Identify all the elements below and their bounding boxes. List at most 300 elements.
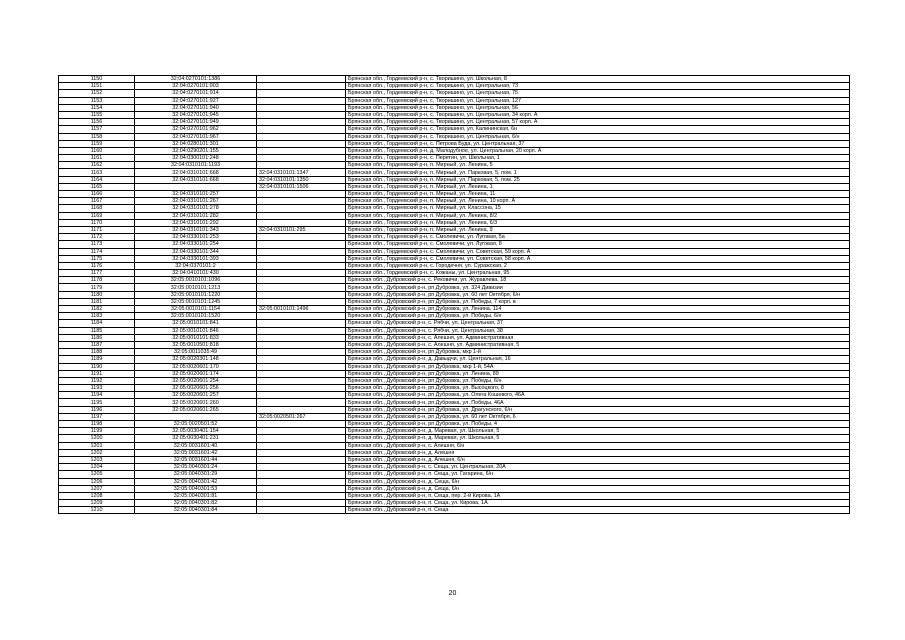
cadastral-number-cell: 32:04:0270101:940 — [135, 104, 257, 111]
parent-cadastral-number-cell: 32:04:0310101:1347 — [257, 169, 346, 176]
table-row — [59, 219, 850, 226]
address-cell: Брянская обл., Дубровский р-н, рп Дубровка, ул. Победы, 7 корп. в — [346, 298, 850, 305]
table-row — [59, 111, 850, 118]
cadastral-number-cell: 32:05:0030401:231 — [135, 435, 257, 442]
cadastral-number-cell: 32:05:0020601:257 — [135, 392, 257, 399]
table-row — [59, 262, 850, 269]
parent-cadastral-number-cell — [257, 198, 346, 205]
table-row — [59, 176, 850, 183]
cadastral-number-cell: 32:04:0270101:962 — [135, 126, 257, 133]
row-number-cell: 1198 — [59, 421, 135, 428]
address-cell: Брянская обл., Дубровский р-н, д. Алешня, 6/н — [346, 456, 850, 463]
row-number-cell: 1191 — [59, 370, 135, 377]
cadastral-number-cell: 32:05:0031601:42 — [135, 449, 257, 456]
table-row — [59, 155, 850, 162]
cadastral-number-cell: 32:05:0010101:1096 — [135, 277, 257, 284]
address-cell: Брянская обл., Гордеевский р-н, п. Мирный, ул. Ленина, 1 — [346, 183, 850, 190]
row-number-cell: 1164 — [59, 176, 135, 183]
row-number-cell: 1181 — [59, 298, 135, 305]
address-cell: Брянская обл., Гордеевский р-н, с. Смолевичи, ул. Советская, 58 корп. А — [346, 255, 850, 262]
row-number-cell: 1176 — [59, 262, 135, 269]
cadastral-number-cell: 32:04:0330101:254 — [135, 241, 257, 248]
table-row — [59, 133, 850, 140]
table-row — [59, 234, 850, 241]
address-cell: Брянская обл., Дубровский р-н, с. Алешня, ул. Административная — [346, 334, 850, 341]
parent-cadastral-number-cell — [257, 284, 346, 291]
table-row — [59, 471, 850, 478]
address-cell: Брянская обл., Дубровский р-н, рп Дубровка, ул. Ленина, 89 — [346, 370, 850, 377]
address-cell: Брянская обл., Гордеевский р-н, с. Творишино, ул. Центральная, 34 корп. А — [346, 111, 850, 118]
table-row — [59, 320, 850, 327]
row-number-cell: 1199 — [59, 428, 135, 435]
cadastral-number-cell: 32:05:0010101:1213 — [135, 284, 257, 291]
table-row — [59, 198, 850, 205]
parent-cadastral-number-cell — [257, 212, 346, 219]
table-row — [59, 478, 850, 485]
address-cell: Брянская обл., Дубровский р-н, с. Рябчи, ул. Центральная, 37 — [346, 320, 850, 327]
cadastral-number-cell: 32:05:0010101:1245 — [135, 298, 257, 305]
cadastral-number-cell: 32:05:0020601:256 — [135, 385, 257, 392]
cadastral-registry-table — [58, 75, 850, 514]
parent-cadastral-number-cell — [257, 500, 346, 507]
parent-cadastral-number-cell — [257, 449, 346, 456]
cadastral-number-cell: 32:05:0031601:44 — [135, 456, 257, 463]
row-number-cell: 1182 — [59, 306, 135, 313]
row-number-cell: 1189 — [59, 356, 135, 363]
cadastral-number-cell: 32:04:0310101:282 — [135, 212, 257, 219]
table-row — [59, 370, 850, 377]
cadastral-number-cell: 32:05:0010101:833 — [135, 334, 257, 341]
cadastral-number-cell: 32:04:0330101:344 — [135, 248, 257, 255]
parent-cadastral-number-cell — [257, 313, 346, 320]
row-number-cell: 1195 — [59, 399, 135, 406]
row-number-cell: 1158 — [59, 133, 135, 140]
cadastral-number-cell: 32:05:0031601:40 — [135, 442, 257, 449]
cadastral-number-cell: 32:05:0030401:154 — [135, 428, 257, 435]
address-cell: Брянская обл., Гордеевский р-н, с. Смолевичи, ул. Луговая, 5а — [346, 234, 850, 241]
row-number-cell: 1160 — [59, 147, 135, 154]
row-number-cell: 1150 — [59, 76, 135, 83]
address-cell: Брянская обл., Дубровский р-н, с. Сеща, ул. Центральная, 20А — [346, 464, 850, 471]
row-number-cell: 1177 — [59, 270, 135, 277]
table-row — [59, 119, 850, 126]
table-row — [59, 97, 850, 104]
parent-cadastral-number-cell — [257, 320, 346, 327]
parent-cadastral-number-cell: 32:05:0010101:1496 — [257, 306, 346, 313]
address-cell: Брянская обл., Дубровский р-н, д. Маревая, ул. Школьная, 5 — [346, 435, 850, 442]
parent-cadastral-number-cell — [257, 385, 346, 392]
table-row — [59, 428, 850, 435]
address-cell: Брянская обл., Гордеевский р-н, с. Творишино, ул. Центральная, 127 — [346, 97, 850, 104]
row-number-cell: 1171 — [59, 226, 135, 233]
row-number-cell: 1175 — [59, 255, 135, 262]
address-cell: Брянская обл., Гордеевский р-н, с. Петрова Буда, ул. Центральная, 37 — [346, 140, 850, 147]
parent-cadastral-number-cell — [257, 507, 346, 514]
table-row — [59, 277, 850, 284]
address-cell: Брянская обл., Гордеевский р-н, п. Мирный, ул. Ленина, 5 — [346, 162, 850, 169]
table-row — [59, 327, 850, 334]
address-cell: Брянская обл., Дубровский р-н, рп Дубровка, ул. Победы, 46А — [346, 399, 850, 406]
table-row — [59, 212, 850, 219]
cadastral-number-cell: 32:05:0020601:254 — [135, 377, 257, 384]
cadastral-number-cell: 32:04:0310101:267 — [135, 198, 257, 205]
parent-cadastral-number-cell: 32:04:0310101:295 — [257, 226, 346, 233]
row-number-cell: 1190 — [59, 363, 135, 370]
address-cell: Брянская обл., Гордеевский р-н, с. Смолевичи, ул. Советская, 59 корп. А — [346, 248, 850, 255]
parent-cadastral-number-cell — [257, 155, 346, 162]
table-row — [59, 191, 850, 198]
table-row — [59, 456, 850, 463]
address-cell: Брянская обл., Гордеевский р-н, с. Творишино, ул. Центральная, 6/н — [346, 133, 850, 140]
cadastral-number-cell: 32:04:0310101:343 — [135, 226, 257, 233]
parent-cadastral-number-cell — [257, 133, 346, 140]
address-cell: Брянская обл., Гордеевский р-н, с. Творишино, ул. Центральная, 56 — [346, 104, 850, 111]
cadastral-number-cell: 32:04:0310101:668 — [135, 176, 257, 183]
parent-cadastral-number-cell — [257, 406, 346, 413]
cadastral-number-cell: 32:04:0270101:927 — [135, 97, 257, 104]
cadastral-number-cell: 32:04:0270101:967 — [135, 133, 257, 140]
row-number-cell: 1157 — [59, 126, 135, 133]
row-number-cell: 1203 — [59, 456, 135, 463]
parent-cadastral-number-cell — [257, 370, 346, 377]
page-number: 20 — [448, 590, 457, 597]
parent-cadastral-number-cell — [257, 421, 346, 428]
parent-cadastral-number-cell — [257, 248, 346, 255]
parent-cadastral-number-cell — [257, 83, 346, 90]
address-cell: Брянская обл., Гордеевский р-н, с. Творишино, ул. Центральная, 73 — [346, 83, 850, 90]
address-cell: Брянская обл., Дубровский р-н, д. Маревая, ул. Школьная, 5 — [346, 428, 850, 435]
parent-cadastral-number-cell — [257, 97, 346, 104]
table-row — [59, 248, 850, 255]
table-row — [59, 205, 850, 212]
parent-cadastral-number-cell — [257, 349, 346, 356]
parent-cadastral-number-cell — [257, 205, 346, 212]
row-number-cell: 1194 — [59, 392, 135, 399]
parent-cadastral-number-cell — [257, 363, 346, 370]
cadastral-number-cell — [135, 413, 257, 420]
address-cell: Брянская обл., Гордеевский р-н, п. Мирный, ул. Классона, 15 — [346, 205, 850, 212]
address-cell: Брянская обл., Дубровский р-н, д. Давыдчи, ул. Центральная, 16 — [346, 356, 850, 363]
row-number-cell: 1208 — [59, 492, 135, 499]
row-number-cell: 1165 — [59, 183, 135, 190]
parent-cadastral-number-cell — [257, 298, 346, 305]
parent-cadastral-number-cell — [257, 90, 346, 97]
address-cell: Брянская обл., Гордеевский р-н, д. Малодубное, ул. Центральная, 20 корп. А — [346, 147, 850, 154]
address-cell: Брянская обл., Дубровский р-н, п. Сеща — [346, 507, 850, 514]
table-row — [59, 298, 850, 305]
cadastral-number-cell: 32:04:0270101:1386 — [135, 76, 257, 83]
row-number-cell: 1193 — [59, 385, 135, 392]
table-row — [59, 334, 850, 341]
row-number-cell: 1168 — [59, 205, 135, 212]
parent-cadastral-number-cell — [257, 399, 346, 406]
row-number-cell: 1161 — [59, 155, 135, 162]
address-cell: Брянская обл., Дубровский р-н, рп Дубровка, мкр 1-й — [346, 349, 850, 356]
row-number-cell: 1159 — [59, 140, 135, 147]
address-cell: Брянская обл., Дубровский р-н, п. Сеща, ул. Гагарина, 6/н — [346, 471, 850, 478]
parent-cadastral-number-cell — [257, 147, 346, 154]
row-number-cell: 1209 — [59, 500, 135, 507]
address-cell: Брянская обл., Дубровский р-н, рп Дубровка, ул. 60 лет Октября, 6 — [346, 413, 850, 420]
cadastral-number-cell: 32:05:0040301:81 — [135, 492, 257, 499]
cadastral-number-cell: 32:04:0410101:430 — [135, 270, 257, 277]
table-row — [59, 385, 850, 392]
row-number-cell: 1200 — [59, 435, 135, 442]
row-number-cell: 1153 — [59, 97, 135, 104]
cadastral-number-cell: 32:05:0020601:174 — [135, 370, 257, 377]
parent-cadastral-number-cell — [257, 435, 346, 442]
cadastral-number-cell: 32:04:0330101:393 — [135, 255, 257, 262]
row-number-cell: 1186 — [59, 334, 135, 341]
table-row — [59, 226, 850, 233]
address-cell: Брянская обл., Дубровский р-н, с. Алешня, ул. Административная, 5 — [346, 341, 850, 348]
table-row — [59, 485, 850, 492]
address-cell: Брянская обл., Гордеевский р-н, п. Мирный, ул. Парковая, 5, пом. 25 — [346, 176, 850, 183]
cadastral-number-cell: 32:05:0020601:170 — [135, 363, 257, 370]
table-row — [59, 377, 850, 384]
cadastral-number-cell: 32:04:0280101:301 — [135, 140, 257, 147]
table-row — [59, 90, 850, 97]
table-row — [59, 255, 850, 262]
parent-cadastral-number-cell — [257, 262, 346, 269]
row-number-cell: 1185 — [59, 327, 135, 334]
address-cell: Брянская обл., Дубровский р-н, д. Алешня — [346, 449, 850, 456]
row-number-cell: 1156 — [59, 119, 135, 126]
row-number-cell: 1180 — [59, 291, 135, 298]
cadastral-number-cell: 32:04:0310101:257 — [135, 191, 257, 198]
cadastral-number-cell: 32:05:0011035:49 — [135, 349, 257, 356]
row-number-cell: 1188 — [59, 349, 135, 356]
table-row — [59, 449, 850, 456]
parent-cadastral-number-cell — [257, 442, 346, 449]
cadastral-number-cell: 32:04:0270101:949 — [135, 119, 257, 126]
row-number-cell: 1184 — [59, 320, 135, 327]
parent-cadastral-number-cell — [257, 492, 346, 499]
parent-cadastral-number-cell — [257, 126, 346, 133]
parent-cadastral-number-cell — [257, 377, 346, 384]
row-number-cell: 1173 — [59, 241, 135, 248]
parent-cadastral-number-cell — [257, 456, 346, 463]
table-row — [59, 413, 850, 420]
parent-cadastral-number-cell — [257, 291, 346, 298]
row-number-cell: 1187 — [59, 341, 135, 348]
row-number-cell: 1167 — [59, 198, 135, 205]
table-row — [59, 500, 850, 507]
address-cell: Брянская обл., Гордеевский р-н, п. Мирный, ул. Ленина, 9 — [346, 226, 850, 233]
table-row — [59, 284, 850, 291]
parent-cadastral-number-cell — [257, 478, 346, 485]
address-cell: Брянская обл., Гордеевский р-н, п. Мирный, ул. Ленина, 11 — [346, 191, 850, 198]
cadastral-number-cell: 32:05:0040301:29 — [135, 471, 257, 478]
address-cell: Брянская обл., Дубровский р-н, с. Рековичи, ул. Журавлева, 18 — [346, 277, 850, 284]
cadastral-number-cell: 32:05:0010101:1220 — [135, 291, 257, 298]
row-number-cell: 1155 — [59, 111, 135, 118]
parent-cadastral-number-cell — [257, 277, 346, 284]
table-row — [59, 356, 850, 363]
cadastral-number-cell: 32:05:0010101:1154 — [135, 306, 257, 313]
row-number-cell: 1183 — [59, 313, 135, 320]
row-number-cell: 1179 — [59, 284, 135, 291]
cadastral-number-cell: 32:05:0020601:265 — [135, 406, 257, 413]
cadastral-number-cell: 32:04:0300101:248 — [135, 155, 257, 162]
address-cell: Брянская обл., Дубровский р-н, рп Дубровка, ул. 60 лет Октября, 6/н — [346, 291, 850, 298]
address-cell: Брянская обл., Дубровский р-н, д. Сеща, 6/н — [346, 478, 850, 485]
table-row — [59, 169, 850, 176]
row-number-cell: 1206 — [59, 478, 135, 485]
table-row — [59, 241, 850, 248]
table-row — [59, 363, 850, 370]
address-cell: Брянская обл., Дубровский р-н, рп Дубровка, ул. 324 Дивизии — [346, 284, 850, 291]
address-cell: Брянская обл., Гордеевский р-н, с. Творишино, ул. Школьная, 8 — [346, 76, 850, 83]
parent-cadastral-number-cell — [257, 76, 346, 83]
cadastral-number-cell — [135, 183, 257, 190]
address-cell: Брянская обл., Дубровский р-н, рп Дубровка, ул. Победы, 6/н — [346, 377, 850, 384]
address-cell: Брянская обл., Дубровский р-н, д. Сеща, 6/н — [346, 485, 850, 492]
address-cell: Брянская обл., Гордеевский р-н, п. Мирный, ул. Ленина, 6/3 — [346, 219, 850, 226]
table-row — [59, 492, 850, 499]
row-number-cell: 1154 — [59, 104, 135, 111]
table-row — [59, 83, 850, 90]
address-cell: Брянская обл., Гордеевский р-н, с. Кожаны, ул. Центральная, 95 — [346, 270, 850, 277]
address-cell: Брянская обл., Дубровский р-н, рп Дубровка, мкр 1-й, 54А — [346, 363, 850, 370]
table-row — [59, 126, 850, 133]
cadastral-number-cell: 32:05:0010101:1520 — [135, 313, 257, 320]
row-number-cell: 1170 — [59, 219, 135, 226]
table-row — [59, 406, 850, 413]
cadastral-number-cell: 32:05:0020501:52 — [135, 421, 257, 428]
address-cell: Брянская обл., Дубровский р-н, с. Рябчи, ул. Центральная, 38 — [346, 327, 850, 334]
address-cell: Брянская обл., Дубровский р-н, п. Сеща, ул. Кирова, 1А — [346, 500, 850, 507]
address-cell: Брянская обл., Дубровский р-н, п. Сеща, пер. 2-й Кирова, 1А — [346, 492, 850, 499]
table-row — [59, 421, 850, 428]
address-cell: Брянская обл., Гордеевский р-н, п. Мирный, ул. Ленина, 8/2 — [346, 212, 850, 219]
row-number-cell: 1178 — [59, 277, 135, 284]
row-number-cell: 1205 — [59, 471, 135, 478]
address-cell: Брянская обл., Дубровский р-н, рп Дубровка, ул. Олега Кошевого, 46А — [346, 392, 850, 399]
row-number-cell: 1169 — [59, 212, 135, 219]
address-cell: Брянская обл., Гордеевский р-н, с. Перетин, ул. Школьная, 1 — [346, 155, 850, 162]
parent-cadastral-number-cell — [257, 270, 346, 277]
cadastral-number-cell: 32:05:0010101:846 — [135, 327, 257, 334]
parent-cadastral-number-cell: 32:04:0310101:1506 — [257, 183, 346, 190]
address-cell: Брянская обл., Дубровский р-н, рп Дубровка, ул. Высоцкого, 8 — [346, 385, 850, 392]
address-cell: Брянская обл., Дубровский р-н, рп Дубровка, ул. Победы, 4 — [346, 421, 850, 428]
parent-cadastral-number-cell — [257, 219, 346, 226]
parent-cadastral-number-cell — [257, 485, 346, 492]
parent-cadastral-number-cell — [257, 334, 346, 341]
parent-cadastral-number-cell — [257, 392, 346, 399]
cadastral-number-cell: 32:04:0310101:1193 — [135, 162, 257, 169]
row-number-cell: 1163 — [59, 169, 135, 176]
row-number-cell: 1204 — [59, 464, 135, 471]
row-number-cell: 1210 — [59, 507, 135, 514]
table-row — [59, 291, 850, 298]
address-cell: Брянская обл., Гордеевский р-н, с. Творишино, ул. Калининская, 6н — [346, 126, 850, 133]
parent-cadastral-number-cell — [257, 341, 346, 348]
cadastral-number-cell: 32:04:0290201:155 — [135, 147, 257, 154]
cadastral-number-cell: 32:05:0040301:53 — [135, 485, 257, 492]
row-number-cell: 1152 — [59, 90, 135, 97]
cadastral-number-cell: 32:04:0370101:2 — [135, 262, 257, 269]
cadastral-number-cell: 32:04:0310101:292 — [135, 219, 257, 226]
parent-cadastral-number-cell — [257, 104, 346, 111]
table-row — [59, 183, 850, 190]
table-row — [59, 306, 850, 313]
table-row — [59, 147, 850, 154]
parent-cadastral-number-cell — [257, 255, 346, 262]
parent-cadastral-number-cell — [257, 234, 346, 241]
row-number-cell: 1162 — [59, 162, 135, 169]
parent-cadastral-number-cell — [257, 327, 346, 334]
table-row — [59, 392, 850, 399]
address-cell: Брянская обл., Гордеевский р-н, с. Городечня, ул. Суражская, 2 — [346, 262, 850, 269]
parent-cadastral-number-cell — [257, 191, 346, 198]
cadastral-number-cell: 32:04:0270101:903 — [135, 83, 257, 90]
table-row — [59, 349, 850, 356]
parent-cadastral-number-cell — [257, 428, 346, 435]
table-row — [59, 399, 850, 406]
table-row — [59, 76, 850, 83]
table-row — [59, 162, 850, 169]
row-number-cell: 1174 — [59, 248, 135, 255]
cadastral-number-cell: 32:04:0310101:668 — [135, 169, 257, 176]
cadastral-number-cell: 32:05:0040301:24 — [135, 464, 257, 471]
parent-cadastral-number-cell: 32:04:0310101:1350 — [257, 176, 346, 183]
cadastral-number-cell: 32:04:0270101:914 — [135, 90, 257, 97]
table-row — [59, 507, 850, 514]
table-row — [59, 341, 850, 348]
parent-cadastral-number-cell — [257, 471, 346, 478]
row-number-cell: 1201 — [59, 442, 135, 449]
row-number-cell: 1202 — [59, 449, 135, 456]
address-cell: Брянская обл., Дубровский р-н, рп Дубровка, ул. Драгунского, 6/н — [346, 406, 850, 413]
row-number-cell: 1207 — [59, 485, 135, 492]
cadastral-number-cell: 32:04:0330101:253 — [135, 234, 257, 241]
cadastral-number-cell: 32:05:0040301:42 — [135, 478, 257, 485]
address-cell: Брянская обл., Дубровский р-н, рп Дубровка, ул. Победы, 6/н — [346, 313, 850, 320]
table-row — [59, 270, 850, 277]
cadastral-number-cell: 32:04:0270101:945 — [135, 111, 257, 118]
cadastral-number-cell: 32:05:0040301:84 — [135, 507, 257, 514]
table-row — [59, 435, 850, 442]
address-cell: Брянская обл., Гордеевский р-н, п. Мирный, ул. Ленина, 10 корп. А — [346, 198, 850, 205]
address-cell: Брянская обл., Гордеевский р-н, п. Мирный, ул. Парковая, 5, пом. 1 — [346, 169, 850, 176]
address-cell: Брянская обл., Дубровский р-н, с. Алешня, 6/н — [346, 442, 850, 449]
parent-cadastral-number-cell — [257, 162, 346, 169]
parent-cadastral-number-cell — [257, 111, 346, 118]
parent-cadastral-number-cell — [257, 464, 346, 471]
parent-cadastral-number-cell — [257, 140, 346, 147]
table-row — [59, 464, 850, 471]
registry-table-body — [59, 76, 850, 514]
address-cell: Брянская обл., Гордеевский р-н, с. Творишино, ул. Центральная, 57 корп. А — [346, 119, 850, 126]
parent-cadastral-number-cell — [257, 119, 346, 126]
parent-cadastral-number-cell: 32:05:0020501:267 — [257, 413, 346, 420]
table-row — [59, 313, 850, 320]
address-cell: Брянская обл., Дубровский р-н, рп Дубровка, ул. Ленина, 114 — [346, 306, 850, 313]
row-number-cell: 1196 — [59, 406, 135, 413]
table-row — [59, 140, 850, 147]
row-number-cell: 1192 — [59, 377, 135, 384]
row-number-cell: 1197 — [59, 413, 135, 420]
cadastral-number-cell: 32:05:0020601:260 — [135, 399, 257, 406]
cadastral-number-cell: 32:05:0020301:148 — [135, 356, 257, 363]
cadastral-number-cell: 32:04:0310101:278 — [135, 205, 257, 212]
row-number-cell: 1151 — [59, 83, 135, 90]
cadastral-number-cell: 32:05:0040301:82 — [135, 500, 257, 507]
parent-cadastral-number-cell — [257, 241, 346, 248]
row-number-cell: 1172 — [59, 234, 135, 241]
